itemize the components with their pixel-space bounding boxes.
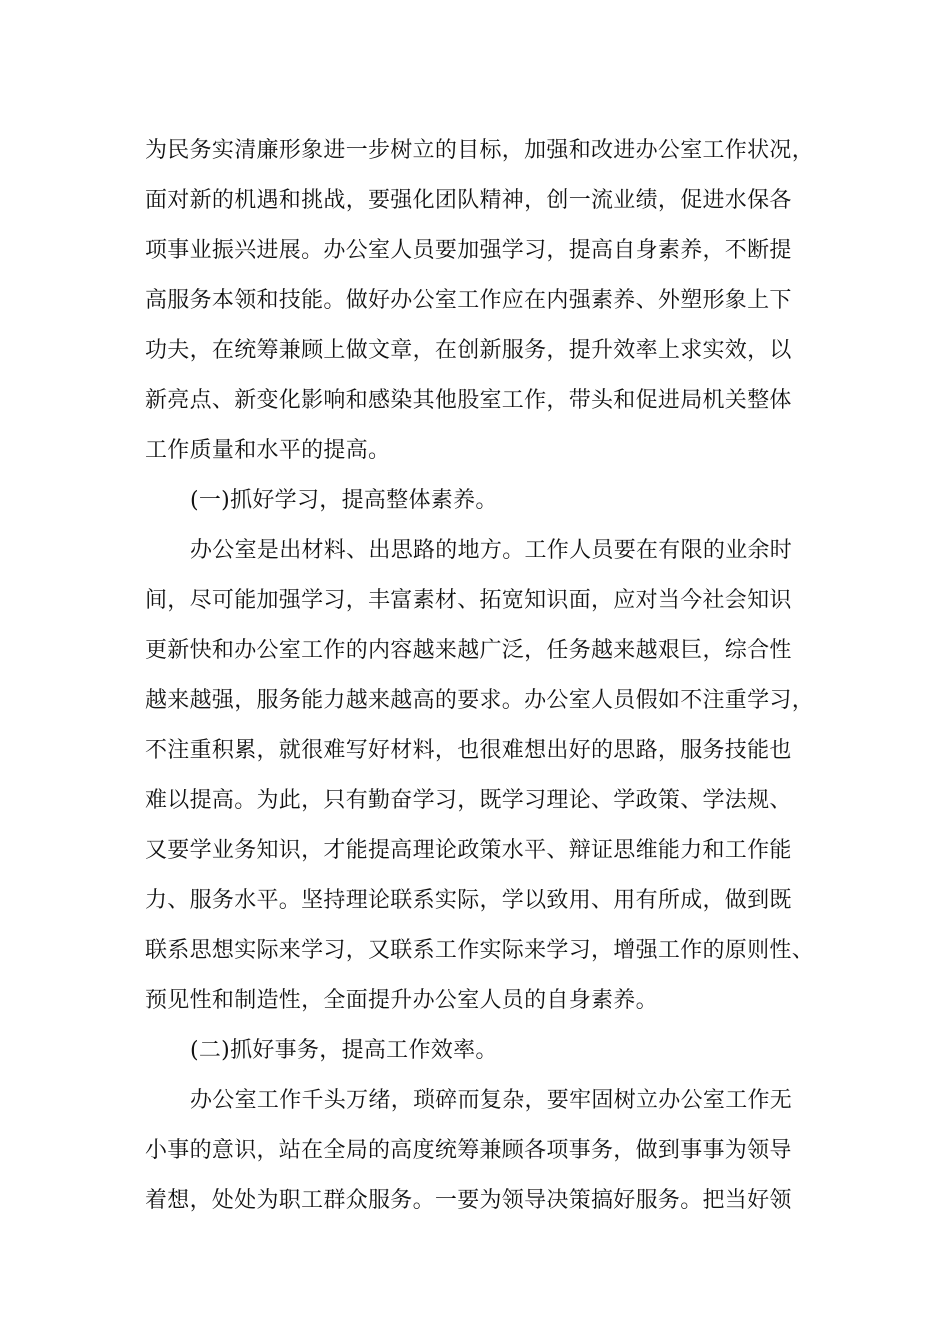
text-line: 办公室工作千头万绪，琐碎而复杂，要牢固树立办公室工作无 (190, 1088, 793, 1113)
text-line: 办公室是出材料、出思路的地方。工作人员要在有限的业余时 (190, 538, 793, 563)
text-line: 项事业振兴进展。办公室人员要加强学习，提高自身素养，不断提 (145, 238, 792, 263)
text-line: 难以提高。为此，只有勤奋学习，既学习理论、学政策、学法规、 (145, 788, 792, 813)
section-heading: (一)抓好学习，提高整体素养。 (190, 488, 498, 513)
text-line: 预见性和制造性，全面提升办公室人员的自身素养。 (145, 988, 658, 1013)
text-line: 为民务实清廉形象进一步树立的目标，加强和改进办公室工作状况， (145, 138, 815, 163)
section-heading: (二)抓好事务，提高工作效率。 (190, 1038, 498, 1063)
text-line: 工作质量和水平的提高。 (145, 438, 391, 463)
text-line: 新亮点、新变化影响和感染其他股室工作，带头和促进局机关整体 (145, 388, 792, 413)
text-line: 功夫，在统筹兼顾上做文章，在创新服务，提升效率上求实效，以 (145, 338, 792, 363)
text-line: 面对新的机遇和挑战，要强化团队精神，创一流业绩，促进水保各 (145, 188, 792, 213)
text-line: 力、服务水平。坚持理论联系实际，学以致用、用有所成，做到既 (145, 888, 792, 913)
text-line: 不注重积累，就很难写好材料，也很难想出好的思路，服务技能也 (145, 738, 792, 763)
text-line: 更新快和办公室工作的内容越来越广泛，任务越来越艰巨，综合性 (145, 638, 792, 663)
text-line: 越来越强，服务能力越来越高的要求。办公室人员假如不注重学习， (145, 688, 815, 713)
text-line: 又要学业务知识，才能提高理论政策水平、辩证思维能力和工作能 (145, 838, 792, 863)
text-line: 间，尽可能加强学习，丰富素材、拓宽知识面，应对当今社会知识 (145, 588, 792, 613)
text-line: 联系思想实际来学习，又联系工作实际来学习，增强工作的原则性、 (145, 938, 815, 963)
text-line: 高服务本领和技能。做好办公室工作应在内强素养、外塑形象上下 (145, 288, 792, 313)
text-line: 着想，处处为职工群众服务。一要为领导决策搞好服务。把当好领 (145, 1188, 792, 1213)
text-line: 小事的意识，站在全局的高度统筹兼顾各项事务，做到事事为领导 (145, 1138, 792, 1163)
